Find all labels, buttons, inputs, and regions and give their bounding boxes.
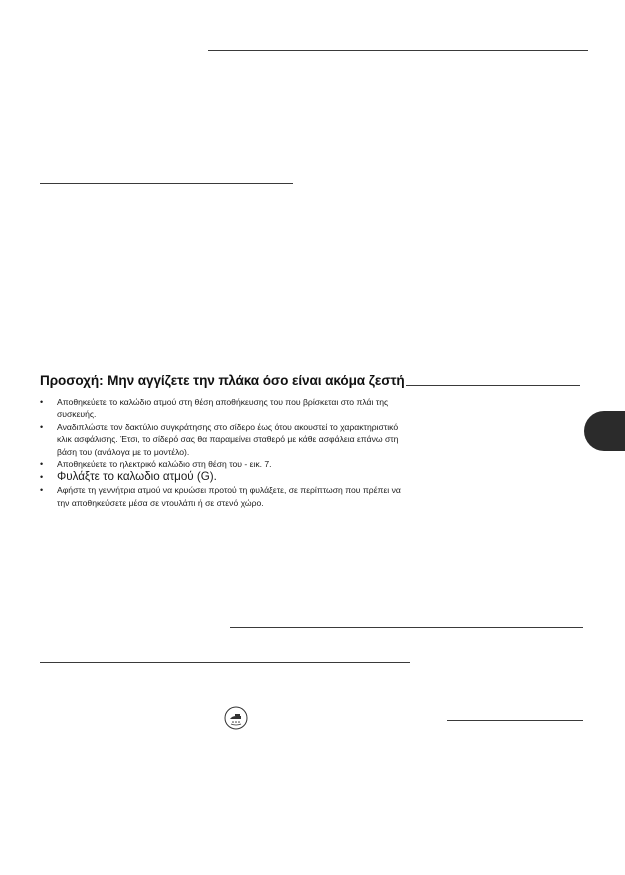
list-item: • Αποθηκεύετε το καλώδιο ατμού στη θέση αποθήκευσης του που βρίσκεται στο πλάι της συσκευής. [40,396,410,421]
section-rule-3 [230,627,583,628]
heading-rule [406,385,580,386]
section-rule-top [208,50,588,51]
storage-instructions-list [40,396,410,509]
section-rule-2 [40,183,293,184]
list-item: • Αποθηκεύετε το ηλεκτρικό καλώδιο στη θέση του - εικ. 7. [40,458,410,470]
list-item: • Φυλάξτε το καλωδιο ατμού (G). [40,470,410,484]
section-rule-4 [40,662,410,663]
section-rule-5 [447,720,583,721]
warning-heading: Προσοχή: Μην αγγίζετε την πλάκα όσο είναι ακόμα ζεστή [40,373,405,388]
list-item: • Αφήστε τη γεννήτρια ατμού να κρυώσει προτού τη φυλάξετε, σε περίπτωση που πρέπει να την αποθηκεύσετε μέσα σε ντουλάπι ή σε στενό χώρο. [40,484,410,509]
section-tab [584,411,625,451]
list-item: • Αναδιπλώστε τον δακτύλιο συγκράτησης στο σίδερο έως ότου ακουστεί το χαρακτηριστικό κλικ ασφάλισης. Έτσι, το σίδερό σας θα παραμείνει σταθερό με κάθε ασφάλεια επάνω στη βάση του (ανάλογα με το μοντέλο). [40,421,410,458]
iron-cleaning-icon [224,706,248,730]
